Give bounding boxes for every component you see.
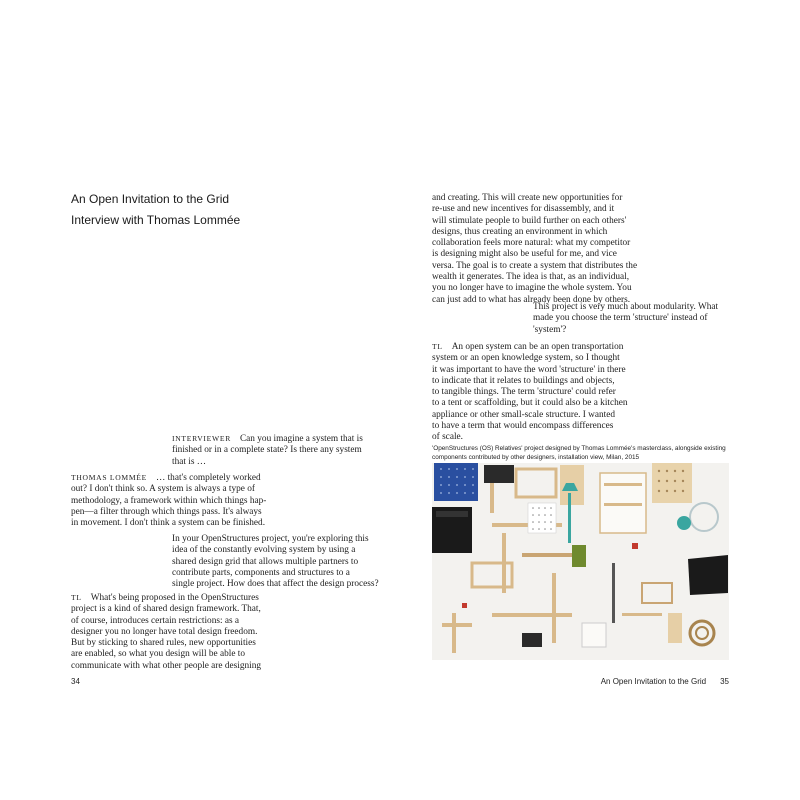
q2-line: contribute parts, components and structures to a bbox=[172, 567, 350, 578]
a2-line: communicate with what other people are designing bbox=[71, 660, 262, 671]
a1-line: pen—a filter through which things pass. It's always bbox=[71, 506, 262, 517]
a2c-line: will stimulate people to build further on each others' bbox=[432, 215, 627, 226]
q1-line: Can you imagine a system that is bbox=[239, 434, 363, 444]
page-number-right: 35 bbox=[720, 677, 729, 686]
a2-line: of course, introduces certain restrictions: as a bbox=[71, 615, 240, 626]
installation-photo bbox=[432, 463, 729, 660]
a3-line: to have a term that would encompass differences bbox=[432, 421, 614, 432]
question-1 bbox=[172, 433, 363, 468]
a3-line: to a tent or scaffolding, but it could also be a kitchen bbox=[432, 398, 628, 409]
q3-line: 'system'? bbox=[533, 324, 567, 335]
a3-line: appliance or other small-scale structure. I wanted bbox=[432, 409, 616, 420]
running-footer-right bbox=[601, 677, 729, 686]
answer-3 bbox=[432, 341, 628, 444]
a2c-line: wealth it generates. The idea is that, as an individual, bbox=[432, 272, 630, 283]
answer-1 bbox=[71, 472, 266, 529]
q3-line: made you choose the term 'structure' instead of bbox=[533, 313, 708, 324]
a3-line: to tangible things. The term 'structure' could refer bbox=[432, 387, 616, 398]
q3-line: This project is very much about modularity. What bbox=[533, 302, 719, 312]
a2c-line: versa. The goal is to create a system that distributes the bbox=[432, 260, 638, 271]
a2c-line: collaboration feels more natural: what my competitor bbox=[432, 238, 631, 249]
answer-2-continued bbox=[432, 193, 637, 306]
a1-line: out? I don't think so. A system is always a type of bbox=[71, 484, 255, 495]
a1-line: in movement. I don't think a system can be finished. bbox=[71, 518, 266, 529]
question-2 bbox=[172, 534, 379, 590]
caption-line: 'OpenStructures (OS) Relatives' project designed by Thomas Lommée's masterclass, alongside existing bbox=[432, 445, 726, 452]
running-head: An Open Invitation to the Grid bbox=[600, 677, 707, 686]
a2c-line: and creating. This will create new opportunities for bbox=[432, 193, 623, 203]
q1-line: finished or in a complete state? Is there any system bbox=[172, 445, 362, 456]
page-number-left: 34 bbox=[71, 677, 80, 686]
q2-line: idea of the constantly evolving system by using a bbox=[172, 545, 356, 556]
a3-line: An open system can be an open transportation bbox=[451, 342, 624, 352]
a2c-line: can just add to what has already been done by others. bbox=[432, 294, 631, 305]
tl-label: TL bbox=[71, 593, 82, 602]
q2-line: In your OpenStructures project, you're exploring this bbox=[172, 534, 369, 544]
interviewer-label: INTERVIEWER bbox=[172, 434, 231, 443]
a3-line: to indicate that it relates to buildings and objects, bbox=[432, 375, 615, 386]
title-line-main: An Open Invitation to the Grid bbox=[71, 192, 230, 206]
chapter-title bbox=[71, 189, 240, 231]
a1-line: methodology, a framework within which things hap- bbox=[71, 495, 267, 506]
a2c-line: is designing might also be useful for me, and vice bbox=[432, 249, 617, 260]
speaker-label: THOMAS LOMMÉE bbox=[71, 473, 147, 482]
tl-label: TL bbox=[432, 342, 443, 351]
q2-line: shared design grid that allows multiple partners to bbox=[172, 556, 359, 567]
question-3 bbox=[533, 302, 718, 336]
black-bag bbox=[688, 555, 728, 595]
a2-line: What's being proposed in the OpenStructures bbox=[90, 593, 259, 603]
a2-line: But by sticking to shared rules, new opportunities bbox=[71, 638, 256, 649]
objects-arrangement-illustration bbox=[432, 463, 729, 660]
q2-line: single project. How does that affect the design process? bbox=[172, 579, 379, 590]
a3-line: system or an open knowledge system, so I thought bbox=[432, 353, 620, 364]
a3-line: of scale. bbox=[432, 432, 463, 443]
a2-line: project is a kind of shared design framework. That, bbox=[71, 604, 261, 615]
title-line-sub: Interview with Thomas Lommée bbox=[71, 213, 241, 227]
caption-line: components contributed by other designers, installation view, Milan, 2015 bbox=[432, 453, 640, 461]
a2-line: designer you no longer have total design freedom. bbox=[71, 626, 258, 637]
a2c-line: you no longer have to imagine the whole system. You bbox=[432, 283, 632, 294]
q1-line: that is … bbox=[172, 456, 207, 467]
a1-line: … that's completely worked bbox=[155, 473, 261, 483]
a3-line: it was important to have the word 'structure' in there bbox=[432, 364, 626, 375]
photo-caption bbox=[432, 445, 732, 462]
a2-line: are enabled, so what you design will be able to bbox=[71, 649, 246, 660]
a2c-line: re-use and new incentives for disassembly, and it bbox=[432, 204, 615, 215]
answer-2 bbox=[71, 592, 261, 672]
a2c-line: designs, thus creating an environment in which bbox=[432, 226, 608, 237]
